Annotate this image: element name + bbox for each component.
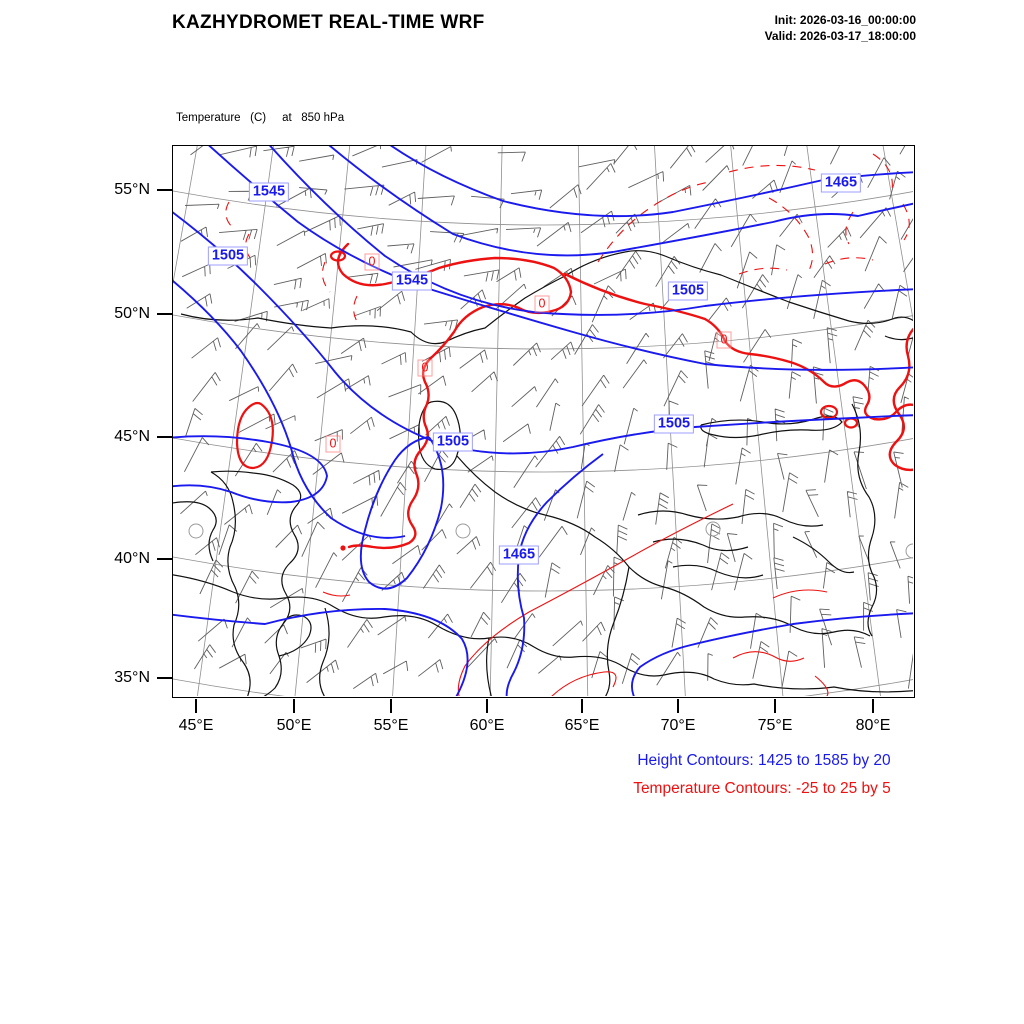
lon-tick-label: 80°E xyxy=(855,717,891,734)
height-contour-label: 1505 xyxy=(208,247,248,266)
height-contour-label: 1545 xyxy=(392,272,432,291)
height-contour-label: 1505 xyxy=(433,433,473,452)
height-contour-label: 1505 xyxy=(668,282,708,301)
page-title: KAZHYDROMET REAL-TIME WRF xyxy=(172,12,485,33)
variable-temperature: Temperature (C) at 850 hPa xyxy=(176,112,345,124)
lat-tick-label: 35°N xyxy=(114,669,150,686)
temperature-contour-label: 0 xyxy=(326,436,341,453)
lon-tick xyxy=(195,699,197,713)
lon-tick-label: 70°E xyxy=(660,717,696,734)
lon-tick xyxy=(293,699,295,713)
lon-tick xyxy=(486,699,488,713)
temperature-contour-label: 0 xyxy=(535,296,550,313)
temperature-contour-label: 0 xyxy=(418,360,433,377)
height-contour-label: 1465 xyxy=(499,546,539,565)
valid-time: Valid: 2026-03-17_18:00:00 xyxy=(764,29,916,43)
height-contours-caption: Height Contours: 1425 to 1585 by 20 xyxy=(637,752,891,769)
init-time: Init: 2026-03-16_00:00:00 xyxy=(774,13,916,27)
lat-tick-label: 55°N xyxy=(114,181,150,198)
lon-tick xyxy=(872,699,874,713)
temperature-contour-label: 0 xyxy=(365,254,380,271)
lat-tick-label: 40°N xyxy=(114,550,150,567)
lon-tick-label: 75°E xyxy=(757,717,793,734)
lon-tick-label: 45°E xyxy=(178,717,214,734)
lat-tick xyxy=(157,189,172,191)
run-info xyxy=(765,12,916,44)
lon-tick xyxy=(390,699,392,713)
height-contour-label: 1505 xyxy=(654,415,694,434)
temperature-contour-label: 0 xyxy=(717,332,732,349)
lat-tick xyxy=(157,558,172,560)
lon-tick xyxy=(774,699,776,713)
lon-tick-label: 65°E xyxy=(564,717,600,734)
lon-tick xyxy=(581,699,583,713)
lon-tick-label: 50°E xyxy=(276,717,312,734)
lon-tick xyxy=(677,699,679,713)
lon-tick-label: 55°E xyxy=(373,717,409,734)
height-contour-label: 1465 xyxy=(821,174,861,193)
lat-tick xyxy=(157,313,172,315)
lat-tick xyxy=(157,436,172,438)
contour-labels-layer xyxy=(173,146,916,699)
lon-tick-label: 60°E xyxy=(469,717,505,734)
temperature-contours-caption: Temperature Contours: -25 to 25 by 5 xyxy=(633,780,891,797)
height-contour-label: 1545 xyxy=(249,183,289,202)
lat-tick-label: 50°N xyxy=(114,305,150,322)
lat-tick xyxy=(157,677,172,679)
map-plot-area xyxy=(172,145,915,698)
lat-tick-label: 45°N xyxy=(114,428,150,445)
